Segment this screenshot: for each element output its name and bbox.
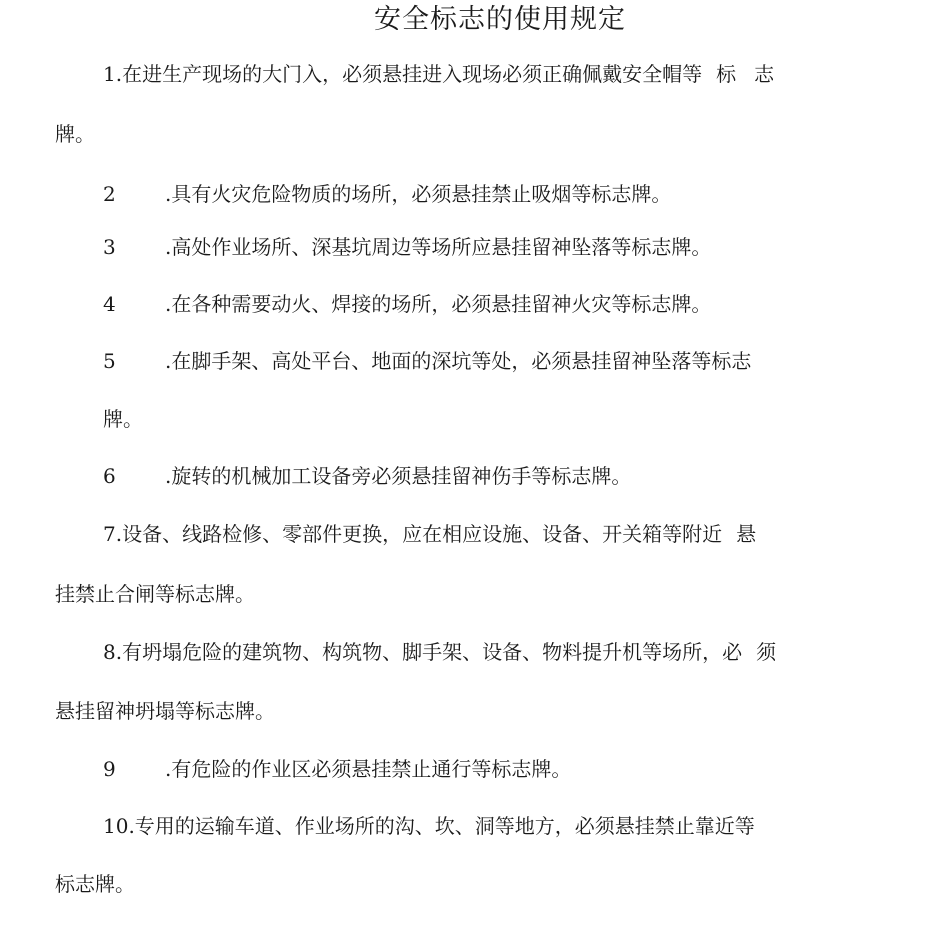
item-text: 有坍塌危险的建筑物、构筑物、脚手架、设备、物料提升机等场所，必: [122, 640, 743, 664]
item-text: .旋转的机械加工设备旁必须悬挂留神伤手等标志牌。: [165, 464, 632, 488]
item-number: 8.: [103, 640, 123, 664]
list-item-1-continuation: 牌。: [55, 122, 95, 146]
list-item-1: [103, 60, 774, 88]
list-item-3: [103, 233, 711, 261]
page-title: 安全标志的使用规定: [374, 4, 626, 35]
item-text: .有危险的作业区必须悬挂禁止通行等标志牌。: [165, 757, 572, 781]
list-item-5-continuation: 牌。: [103, 407, 143, 431]
item-number: 2: [103, 182, 116, 206]
item-text: .设备、线路检修、零部件更换，应在相应设施、设备、开关箱等附近: [115, 522, 723, 546]
item-number: 9: [103, 757, 116, 781]
item-text: .在进生产现场的大门入，必须悬挂进入现场必须正确佩戴安全帽等: [115, 62, 703, 86]
list-item-10-continuation: 标志牌。: [55, 872, 135, 896]
list-item-10: [103, 812, 755, 840]
item-number: 3: [103, 235, 116, 259]
item-number: 4: [103, 292, 116, 316]
item-text: .在各种需要动火、焊接的场所，必须悬挂留神火灾等标志牌。: [165, 292, 712, 316]
list-item-8: [103, 638, 776, 666]
list-item-4: [103, 290, 711, 318]
item-text-tail: 悬: [736, 522, 757, 546]
item-text: .在脚手架、高处平台、地面的深坑等处，必须悬挂留神坠落等标志: [165, 349, 752, 373]
item-text: .专用的运输车道、作业场所的沟、坎、洞等地方，必须悬挂禁止靠近等: [128, 814, 755, 838]
list-item-6: [103, 462, 631, 490]
list-item-8-continuation: 悬挂留神坍塌等标志牌。: [55, 699, 275, 723]
item-text: .高处作业场所、深基坑周边等场所应悬挂留神坠落等标志牌。: [165, 235, 712, 259]
item-text-tail: 志: [754, 62, 775, 86]
list-item-5: [103, 347, 751, 375]
item-number: 10: [103, 814, 129, 838]
item-text-tail: 标: [716, 62, 737, 86]
list-item-7: [103, 520, 756, 548]
item-text-tail: 须: [756, 640, 777, 664]
item-number: 5: [103, 349, 116, 373]
item-number: 6: [103, 464, 116, 488]
list-item-7-continuation: 挂禁止合闸等标志牌。: [55, 582, 255, 606]
item-text: .具有火灾危险物质的场所，必须悬挂禁止吸烟等标志牌。: [165, 182, 672, 206]
list-item-2: [103, 180, 671, 208]
item-number: 7: [103, 522, 116, 546]
item-number: 1: [103, 62, 116, 86]
list-item-9: [103, 755, 571, 783]
